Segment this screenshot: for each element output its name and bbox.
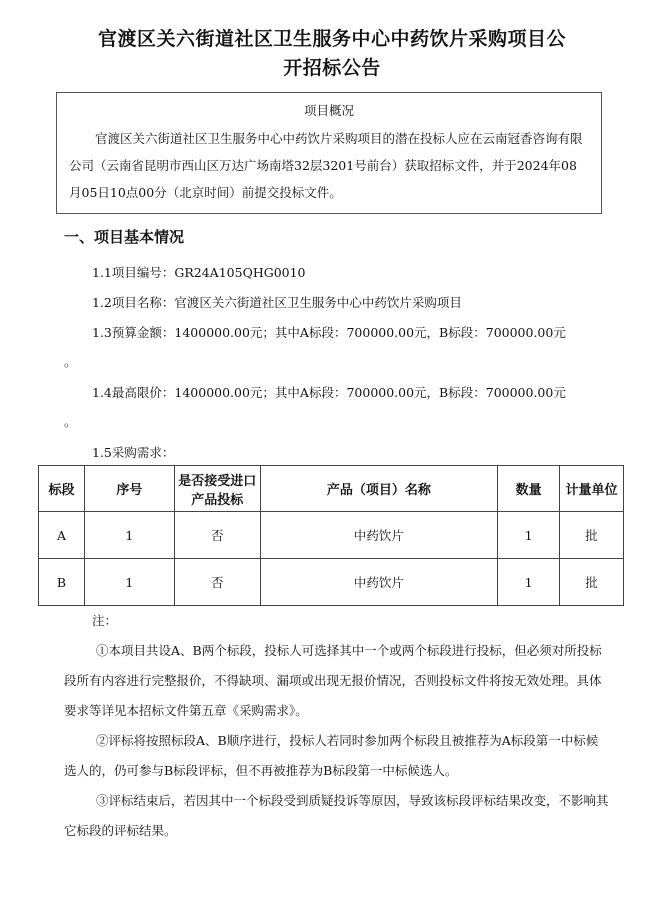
overview-heading: 项目概况	[303, 103, 354, 118]
header-product-name: 产品（项目）名称	[260, 466, 498, 512]
item-max-price: 1.4最高限价：1400000.00元；其中A标段：700000.00元，B标段：700000.00元	[92, 385, 566, 400]
notes-label: 注：	[92, 613, 118, 628]
table-header-row	[39, 466, 624, 512]
cell-imported: 否	[174, 512, 260, 559]
cell-lot: B	[39, 559, 85, 606]
note-2: ②评标将按照标段A、B顺序进行，投标人若同时参加两个标段且被推荐为A标段第一中标候选人的，仍可参与B标段评标，但不再被推荐为B标段第一中标候选人。	[64, 733, 599, 778]
header-unit: 计量单位	[560, 466, 624, 512]
notes-section	[64, 606, 610, 846]
cell-seq: 1	[84, 512, 174, 559]
note-1: ①本项目共设A、B两个标段，投标人可选择其中一个或两个标段进行投标，但必须对所投标段所有内容进行完整报价，不得缺项、漏项或出现无报价情况，否则投标文件将按无效处理。具体要求等详见本招标文件第五章《采购需求》。	[64, 643, 602, 718]
cell-product-name: 中药饮片	[260, 559, 498, 606]
section-heading: 一、项目基本情况	[64, 228, 185, 246]
cell-quantity: 1	[498, 559, 560, 606]
cell-unit: 批	[560, 559, 624, 606]
table-row	[39, 512, 624, 559]
table-row	[39, 559, 624, 606]
item-budget: 1.3预算金额：1400000.00元；其中A标段：700000.00元，B标段：700000.00元	[92, 325, 566, 340]
overview-text: 官渡区关六街道社区卫生服务中心中药饮片采购项目的潜在投标人应在云南冠香咨询有限公司（云南省昆明市西山区万达广场南塔32层3201号前台）获取招标文件，并于2024年08月05日10点00分（北京时间）前提交投标文件。	[69, 131, 583, 200]
note-3: ③评标结束后，若因其中一个标段受到质疑投诉等原因，导致该标段评标结果改变，不影响其它标段的评标结果。	[64, 793, 609, 838]
header-lot: 标段	[39, 466, 85, 512]
title-line-2: 开招标公告	[283, 57, 381, 79]
header-imported: 是否接受进口产品投标	[174, 466, 260, 512]
cell-seq: 1	[84, 559, 174, 606]
project-overview-box	[56, 92, 602, 214]
cell-imported: 否	[174, 559, 260, 606]
item-requirements: 1.5采购需求：	[92, 445, 175, 460]
item-max-price-end: 。	[64, 414, 77, 429]
item-project-name: 1.2项目名称：官渡区关六街道社区卫生服务中心中药饮片采购项目	[92, 295, 462, 310]
requirements-table	[38, 465, 624, 606]
header-quantity: 数量	[498, 466, 560, 512]
cell-lot: A	[39, 512, 85, 559]
header-seq: 序号	[84, 466, 174, 512]
item-project-number: 1.1项目编号：GR24A105QHG0010	[92, 265, 306, 280]
document-title	[40, 25, 624, 83]
cell-quantity: 1	[498, 512, 560, 559]
item-budget-end: 。	[64, 354, 77, 369]
cell-unit: 批	[560, 512, 624, 559]
cell-product-name: 中药饮片	[260, 512, 498, 559]
title-line-1: 官渡区关六街道社区卫生服务中心中药饮片采购项目公	[97, 28, 566, 50]
